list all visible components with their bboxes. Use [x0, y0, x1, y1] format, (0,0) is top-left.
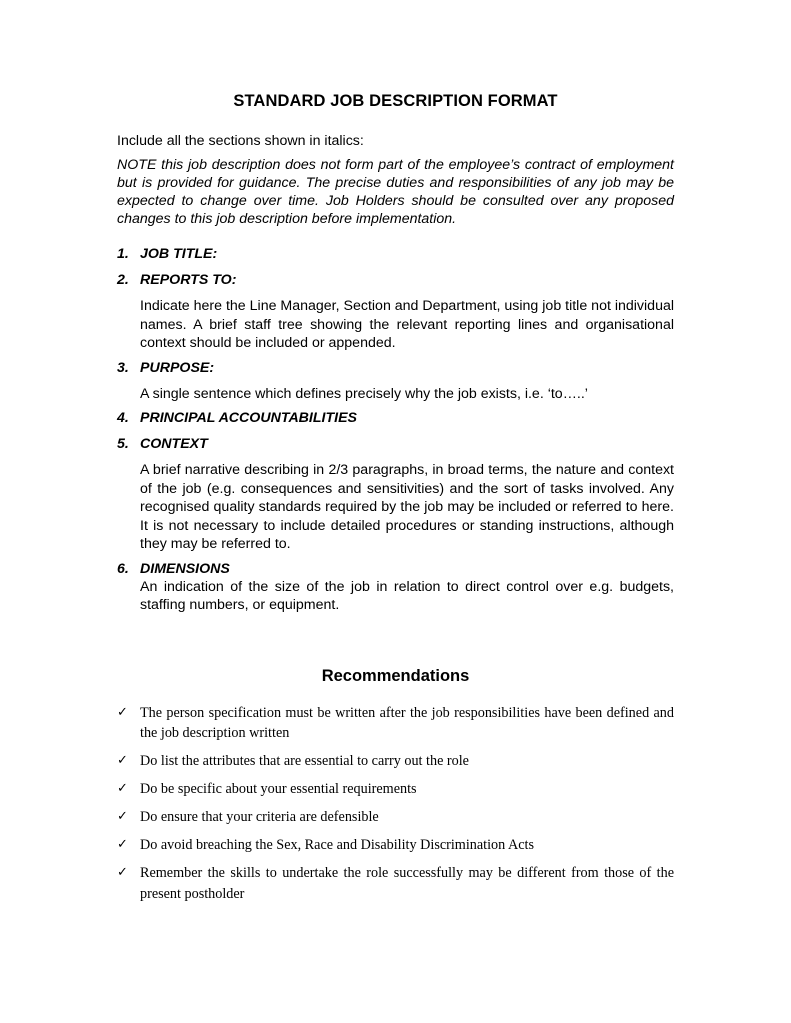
section-number: 4. — [117, 410, 129, 426]
section-principal-accountabilities — [117, 409, 674, 427]
list-item — [117, 779, 674, 800]
section-body: A brief narrative describing in 2/3 paragraphs, in broad terms, the nature and context of the job (e.g. consequences and sensitivities) and the sort of tasks involved. Any recognised quality standards required by the job may be included or referred to here. It is not necessary to include detailed procedures or standing instructions, although they may be referred to. — [140, 462, 674, 552]
section-purpose — [117, 359, 674, 404]
section-number: 5. — [117, 436, 129, 452]
section-body: A single sentence which defines precisely why the job exists, i.e. ‘to…..’ — [140, 385, 588, 402]
recommendations-title: Recommendations — [321, 666, 470, 685]
list-item-text: Do list the attributes that are essential to carry out the role — [140, 753, 469, 769]
checkmark-icon: ✓ — [117, 865, 128, 880]
checkmark-icon: ✓ — [117, 781, 128, 796]
section-reports-to — [117, 271, 674, 353]
section-number: 1. — [117, 246, 129, 262]
recommendations-list — [117, 703, 674, 905]
section-number: 3. — [117, 359, 129, 376]
section-heading: JOB TITLE: — [140, 246, 218, 262]
note-text: NOTE this job description does not form part of the employee’s contract of employment but is provided for guidance. The precise duties and responsibilities of any job may be expected to change over time. Job Holders should be consulted over any proposed changes to this job description before implementation. — [117, 157, 674, 227]
list-item — [117, 807, 674, 828]
list-item — [117, 751, 674, 772]
checkmark-icon: ✓ — [117, 809, 128, 824]
section-body: Indicate here the Line Manager, Section and Department, using job title not individual names. A brief staff tree showing the relevant reporting lines and organisational context should be included or appended. — [140, 298, 674, 351]
section-heading: PURPOSE: — [140, 359, 215, 376]
list-item — [117, 703, 674, 744]
document-title: STANDARD JOB DESCRIPTION FORMAT — [233, 92, 558, 110]
checkmark-icon: ✓ — [117, 837, 128, 852]
section-heading: PRINCIPAL ACCOUNTABILITIES — [140, 410, 358, 426]
list-item-text: Do ensure that your criteria are defensible — [140, 809, 379, 825]
list-item — [117, 863, 674, 904]
list-item — [117, 835, 674, 856]
section-job-title — [117, 245, 674, 263]
section-number: 6. — [117, 560, 129, 577]
section-number: 2. — [117, 272, 129, 288]
document-page — [117, 92, 674, 912]
checkmark-icon: ✓ — [117, 704, 128, 720]
section-body: An indication of the size of the job in relation to direct control over e.g. budgets, staffing numbers, or equipment. — [140, 578, 674, 613]
list-item-text: The person specification must be written after the job responsibilities have been defined and the job description written — [140, 704, 674, 741]
list-item-text: Do be specific about your essential requirements — [140, 781, 417, 797]
section-dimensions — [117, 560, 674, 615]
section-context — [117, 435, 674, 554]
list-item-text: Remember the skills to undertake the role successfully may be different from those of the present postholder — [140, 865, 674, 902]
section-heading: DIMENSIONS — [140, 560, 230, 577]
list-item-text: Do avoid breaching the Sex, Race and Disability Discrimination Acts — [140, 837, 535, 853]
intro-text: Include all the sections shown in italics: — [117, 133, 364, 149]
checkmark-icon: ✓ — [117, 753, 128, 768]
section-heading: REPORTS TO: — [140, 272, 237, 288]
section-heading: CONTEXT — [140, 436, 208, 452]
